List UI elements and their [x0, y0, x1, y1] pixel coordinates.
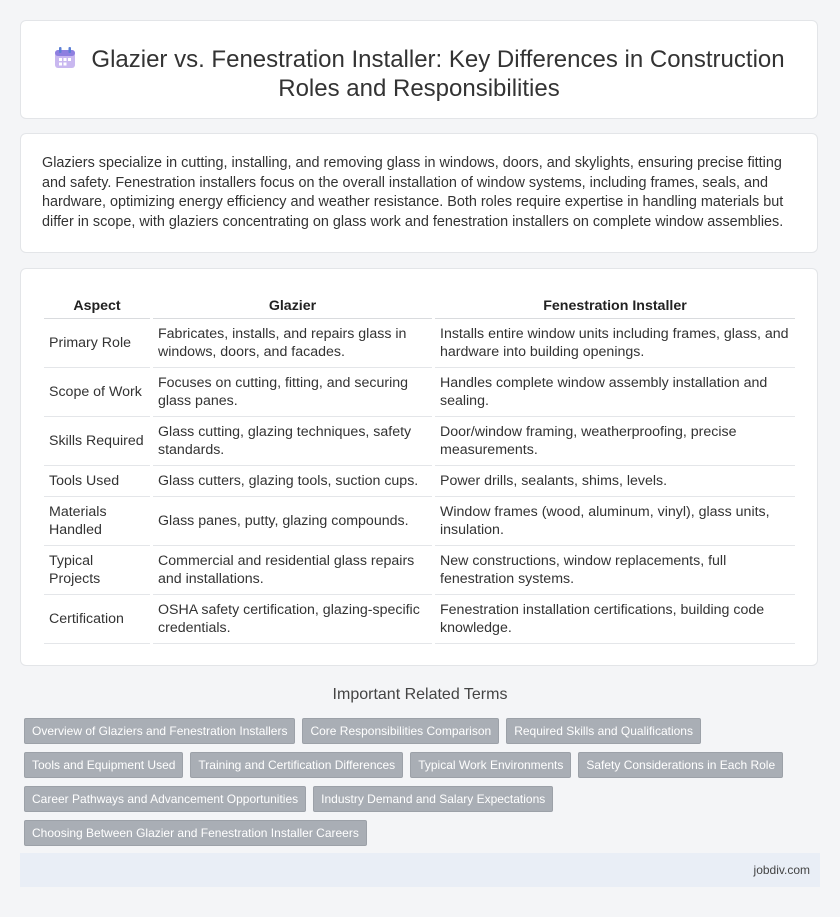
cell-glazier: Glass cutters, glazing tools, suction cups. — [153, 466, 432, 497]
table-row — [44, 546, 795, 595]
header-glazier: Glazier — [153, 296, 432, 319]
related-term-tag[interactable]: Tools and Equipment Used — [24, 752, 183, 778]
cell-glazier: Commercial and residential glass repairs and installations. — [153, 546, 432, 595]
related-term-tag[interactable]: Career Pathways and Advancement Opportunities — [24, 786, 306, 812]
footer-site-link[interactable]: jobdiv.com — [753, 863, 810, 877]
related-term-tag[interactable]: Industry Demand and Salary Expectations — [313, 786, 553, 812]
summary-text: Glaziers specialize in cutting, installing, and removing glass in windows, doors, and skylights, ensuring precise fitting and safety. Fenestration installers focus on the overall installation of window systems, including frames, seals, and hardware, optimizing energy efficiency and weather resistance. Both roles require expertise in handling materials but differ in scope, with glaziers concentrating on glass work and fenestration installers on complete window assemblies. — [42, 155, 784, 230]
cell-aspect: Skills Required — [44, 417, 150, 466]
cell-fenestration: Handles complete window assembly installation and sealing. — [435, 368, 795, 417]
related-term-tag[interactable]: Overview of Glaziers and Fenestration Installers — [24, 718, 295, 744]
cell-aspect: Certification — [44, 595, 150, 644]
header-fenestration-installer: Fenestration Installer — [435, 296, 795, 319]
footer-bar — [20, 853, 820, 887]
cell-glazier: Fabricates, installs, and repairs glass in windows, doors, and facades. — [153, 319, 432, 368]
cell-fenestration: Window frames (wood, aluminum, vinyl), glass units, insulation. — [435, 497, 795, 546]
related-term-tag[interactable]: Required Skills and Qualifications — [506, 718, 701, 744]
summary-card — [20, 133, 818, 253]
table-row — [44, 319, 795, 368]
cell-aspect: Typical Projects — [44, 546, 150, 595]
table-row — [44, 595, 795, 644]
table-row — [44, 466, 795, 497]
cell-glazier: Glass cutting, glazing techniques, safety standards. — [153, 417, 432, 466]
cell-fenestration: Power drills, sealants, shims, levels. — [435, 466, 795, 497]
cell-glazier: Focuses on cutting, fitting, and securing glass panes. — [153, 368, 432, 417]
cell-aspect: Scope of Work — [44, 368, 150, 417]
related-term-tag[interactable]: Choosing Between Glazier and Fenestration Installer Careers — [24, 820, 367, 846]
page-title — [21, 45, 817, 103]
comparison-table — [41, 296, 798, 644]
table-row — [44, 497, 795, 546]
cell-fenestration: New constructions, window replacements, full fenestration systems. — [435, 546, 795, 595]
related-terms-title: Important Related Terms — [332, 686, 508, 703]
cell-glazier: OSHA safety certification, glazing-specific credentials. — [153, 595, 432, 644]
related-term-tag[interactable]: Typical Work Environments — [410, 752, 571, 778]
header-aspect: Aspect — [44, 296, 150, 319]
cell-aspect: Tools Used — [44, 466, 150, 497]
cell-aspect: Materials Handled — [44, 497, 150, 546]
cell-glazier: Glass panes, putty, glazing compounds. — [153, 497, 432, 546]
calendar-icon — [53, 46, 77, 70]
cell-fenestration: Door/window framing, weatherproofing, precise measurements. — [435, 417, 795, 466]
related-term-tag[interactable]: Safety Considerations in Each Role — [578, 752, 783, 778]
cell-fenestration: Installs entire window units including frames, glass, and hardware into building openings. — [435, 319, 795, 368]
table-header-row — [44, 296, 795, 319]
title-card — [20, 20, 818, 119]
comparison-card — [20, 268, 818, 666]
cell-fenestration: Fenestration installation certifications, building code knowledge. — [435, 595, 795, 644]
cell-aspect: Primary Role — [44, 319, 150, 368]
related-terms-tags — [24, 718, 804, 854]
related-term-tag[interactable]: Core Responsibilities Comparison — [302, 718, 499, 744]
table-row — [44, 368, 795, 417]
related-term-tag[interactable]: Training and Certification Differences — [190, 752, 403, 778]
page-title-text: Glazier vs. Fenestration Installer: Key Differences in Construction Roles and Responsibilities — [91, 46, 785, 102]
table-row — [44, 417, 795, 466]
